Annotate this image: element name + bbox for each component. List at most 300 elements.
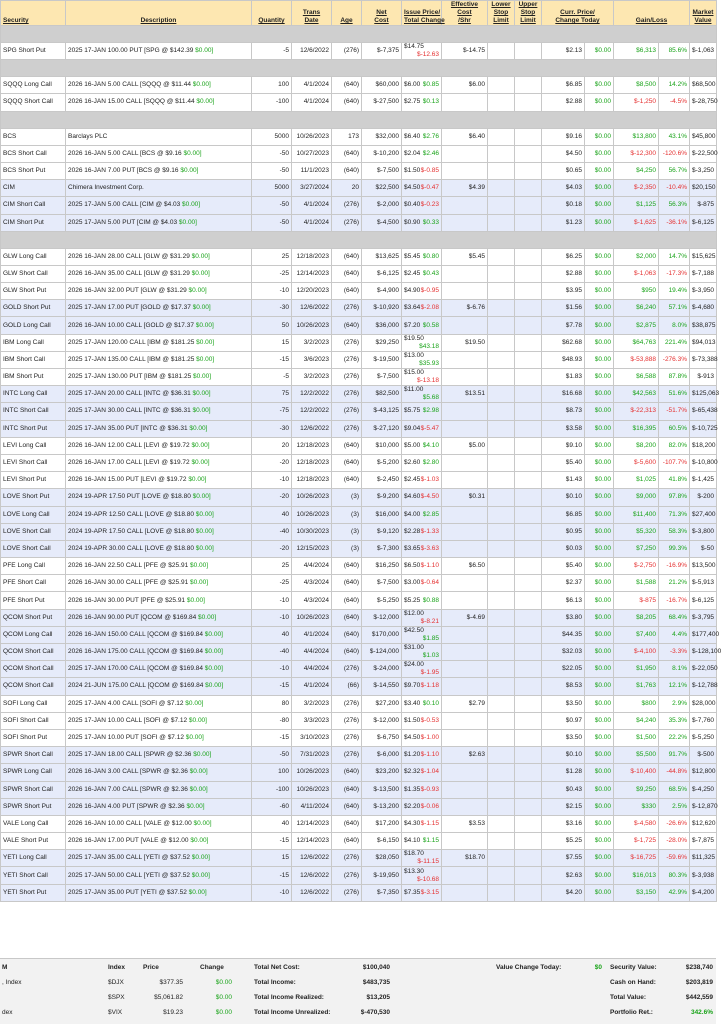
table-row[interactable] bbox=[1, 454, 717, 471]
cell-lower-stop bbox=[488, 214, 515, 231]
cell-security[interactable]: GLW Short Put bbox=[1, 283, 66, 300]
cell-gain-loss-pct: -26.6% bbox=[659, 815, 690, 832]
cell-current-price: $3.80 bbox=[542, 609, 585, 626]
cell-trans-date: 12/6/2022 bbox=[292, 867, 332, 884]
cell-issue-price: $2.45 bbox=[404, 269, 421, 277]
cell-security[interactable]: SQQQ Long Call bbox=[1, 77, 66, 94]
cell-issue-total-change bbox=[402, 420, 442, 437]
cell-description bbox=[66, 489, 252, 506]
cell-lower-stop bbox=[488, 197, 515, 214]
cell-security[interactable]: QCOM Short Call bbox=[1, 678, 66, 695]
cell-trans-date: 3/2/2023 bbox=[292, 369, 332, 386]
cell-lower-stop bbox=[488, 712, 515, 729]
col-upper-stop[interactable]: Upper Stop Limit bbox=[515, 1, 542, 26]
cell-total-change: $-1.10 bbox=[420, 751, 439, 759]
table-row[interactable] bbox=[1, 77, 717, 94]
cell-gain-loss: $7,250 bbox=[614, 540, 659, 557]
cell-gain-loss: $-12,300 bbox=[614, 145, 659, 162]
cell-current-price: $1.28 bbox=[542, 764, 585, 781]
cell-security[interactable]: IBM Long Call bbox=[1, 334, 66, 351]
cell-description bbox=[66, 162, 252, 179]
description-change: $0.00] bbox=[195, 527, 214, 535]
cell-current-price: $44.35 bbox=[542, 626, 585, 643]
cell-issue-total-change bbox=[402, 626, 442, 643]
description-change: $0.00] bbox=[185, 734, 204, 742]
table-row[interactable] bbox=[1, 884, 717, 901]
cell-description bbox=[66, 661, 252, 678]
cell-gain-loss: $2,875 bbox=[614, 317, 659, 334]
cell-effective-cost: $4.39 bbox=[442, 180, 488, 197]
cell-change-today: $0.00 bbox=[585, 626, 614, 643]
cell-change-today: $0.00 bbox=[585, 317, 614, 334]
cell-change-today: $0.00 bbox=[585, 592, 614, 609]
separator-cell bbox=[1, 60, 717, 77]
cell-gain-loss-pct: 2.9% bbox=[659, 695, 690, 712]
cell-upper-stop bbox=[515, 506, 542, 523]
cell-effective-cost: $18.70 bbox=[442, 850, 488, 867]
group-separator bbox=[1, 60, 717, 77]
description-change: $0.00] bbox=[180, 167, 199, 175]
cell-issue-total-change bbox=[402, 506, 442, 523]
cell-security[interactable]: SPWR Short Call bbox=[1, 747, 66, 764]
col-effective-cost[interactable]: Effective Cost /Shr bbox=[442, 1, 488, 26]
cell-issue-price: $2.20 bbox=[404, 802, 421, 810]
cell-upper-stop bbox=[515, 695, 542, 712]
cell-quantity: 50 bbox=[252, 317, 292, 334]
cell-security[interactable]: QCOM Short Call bbox=[1, 644, 66, 661]
cell-current-price: $5.40 bbox=[542, 454, 585, 471]
cell-net-cost: $28,050 bbox=[362, 850, 402, 867]
cell-age: (640) bbox=[332, 626, 362, 643]
group-separator bbox=[1, 111, 717, 128]
cell-issue-price: $19.50 bbox=[404, 334, 424, 342]
cell-trans-date: 12/18/2023 bbox=[292, 248, 332, 265]
index-change: $0.00 bbox=[215, 1009, 232, 1016]
cell-security[interactable]: VALE Short Put bbox=[1, 833, 66, 850]
description-text: 2025 17-JAN 130.00 PUT [IBM @ $181.25 bbox=[68, 373, 193, 381]
table-row[interactable] bbox=[1, 248, 717, 265]
summary-panel bbox=[0, 958, 716, 1024]
col-description[interactable]: Description bbox=[66, 1, 252, 26]
cell-security[interactable]: GOLD Long Call bbox=[1, 317, 66, 334]
table-row[interactable] bbox=[1, 386, 717, 403]
cell-quantity: 15 bbox=[252, 334, 292, 351]
table-row[interactable] bbox=[1, 214, 717, 231]
cell-security[interactable]: QCOM Short Call bbox=[1, 661, 66, 678]
description-change: $0.00] bbox=[189, 424, 208, 432]
cell-security[interactable]: LEVI Short Put bbox=[1, 472, 66, 489]
table-row[interactable] bbox=[1, 747, 717, 764]
cell-gain-loss-pct: -51.7% bbox=[659, 403, 690, 420]
table-row[interactable] bbox=[1, 592, 717, 609]
cell-gain-loss-pct: -120.6% bbox=[659, 145, 690, 162]
cell-market-value: $177,400 bbox=[690, 626, 717, 643]
cell-upper-stop bbox=[515, 644, 542, 661]
cell-upper-stop bbox=[515, 420, 542, 437]
cell-total-change: $2.76 bbox=[422, 132, 439, 140]
cell-total-change: $-0.47 bbox=[420, 184, 439, 192]
description-text: 2026 16-JAN 10.00 CALL [GOLD @ $17.37 bbox=[68, 321, 196, 329]
cell-security[interactable]: INTC Long Call bbox=[1, 386, 66, 403]
col-trans-date[interactable]: Trans Date bbox=[292, 1, 332, 26]
cell-market-value: $12,800 bbox=[690, 764, 717, 781]
cell-effective-cost bbox=[442, 454, 488, 471]
col-age[interactable]: Age bbox=[332, 1, 362, 26]
description-text: 2026 16-JAN 22.50 CALL [PFE @ $25.91 bbox=[68, 562, 190, 570]
cell-security[interactable]: GLW Long Call bbox=[1, 248, 66, 265]
table-row[interactable] bbox=[1, 850, 717, 867]
cell-security[interactable]: YETI Long Call bbox=[1, 850, 66, 867]
col-market-value[interactable]: Market Value bbox=[690, 1, 717, 26]
index-head-change: Change bbox=[200, 964, 224, 971]
description-change: $0.00] bbox=[204, 665, 223, 673]
cell-trans-date: 4/1/2024 bbox=[292, 94, 332, 111]
cell-trans-date: 12/6/2022 bbox=[292, 300, 332, 317]
table-row[interactable] bbox=[1, 815, 717, 832]
description-change: $0.00] bbox=[188, 888, 207, 896]
cell-security[interactable]: LOVE Long Call bbox=[1, 506, 66, 523]
cell-trans-date: 7/31/2023 bbox=[292, 747, 332, 764]
cell-net-cost: $-7,300 bbox=[362, 540, 402, 557]
table-row[interactable] bbox=[1, 558, 717, 575]
cell-security[interactable]: INTC Short Call bbox=[1, 403, 66, 420]
cell-gain-loss-pct: 68.4% bbox=[659, 609, 690, 626]
cell-security[interactable]: SOFI Short Put bbox=[1, 729, 66, 746]
cell-security[interactable]: PFE Short Call bbox=[1, 575, 66, 592]
table-row[interactable] bbox=[1, 180, 717, 197]
cell-issue-total-change bbox=[402, 265, 442, 282]
cell-security[interactable]: GOLD Short Put bbox=[1, 300, 66, 317]
cell-upper-stop bbox=[515, 283, 542, 300]
cell-net-cost: $-13,500 bbox=[362, 781, 402, 798]
table-row[interactable] bbox=[1, 729, 717, 746]
cell-gain-loss: $3,150 bbox=[614, 884, 659, 901]
total-income-unrealized-label: Total Income Unrealized: bbox=[254, 1009, 331, 1016]
cell-gain-loss: $64,763 bbox=[614, 334, 659, 351]
cell-security[interactable]: SQQQ Short Call bbox=[1, 94, 66, 111]
security-value-value: $238,740 bbox=[685, 964, 713, 971]
table-row[interactable] bbox=[1, 798, 717, 815]
cell-security[interactable]: QCOM Short Put bbox=[1, 609, 66, 626]
cell-description bbox=[66, 43, 252, 60]
table-row[interactable] bbox=[1, 437, 717, 454]
cell-age: (276) bbox=[332, 712, 362, 729]
table-row[interactable] bbox=[1, 523, 717, 540]
description-change: $0.00] bbox=[198, 613, 217, 621]
cell-age: (276) bbox=[332, 884, 362, 901]
table-row[interactable] bbox=[1, 197, 717, 214]
cell-security[interactable]: SPWR Short Put bbox=[1, 798, 66, 815]
cell-trans-date: 12/2/2022 bbox=[292, 403, 332, 420]
table-row[interactable] bbox=[1, 145, 717, 162]
table-row[interactable] bbox=[1, 540, 717, 557]
cell-gain-loss: $-875 bbox=[614, 592, 659, 609]
description-change: $0.00] bbox=[191, 871, 210, 879]
cell-current-price: $62.68 bbox=[542, 334, 585, 351]
cell-net-cost: $-4,500 bbox=[362, 214, 402, 231]
cell-market-value: $-7,875 bbox=[690, 833, 717, 850]
cell-security[interactable]: SOFI Short Call bbox=[1, 712, 66, 729]
description-change: $0.00] bbox=[188, 476, 207, 484]
cell-issue-price: $6.00 bbox=[404, 81, 421, 89]
cell-issue-total-change bbox=[402, 678, 442, 695]
table-row[interactable] bbox=[1, 317, 717, 334]
cell-change-today: $0.00 bbox=[585, 489, 614, 506]
cell-trans-date: 10/26/2023 bbox=[292, 609, 332, 626]
cell-security[interactable]: BCS bbox=[1, 128, 66, 145]
cell-gain-loss: $4,240 bbox=[614, 712, 659, 729]
cell-security[interactable]: BCS Short Call bbox=[1, 145, 66, 162]
cell-issue-price: $0.90 bbox=[404, 218, 421, 226]
cell-total-change: $-10.68 bbox=[416, 875, 439, 883]
cell-issue-price: $14.75 bbox=[404, 43, 424, 51]
cell-gain-loss-pct: 99.3% bbox=[659, 540, 690, 557]
col-lower-stop[interactable]: Lower Stop Limit bbox=[488, 1, 515, 26]
cell-net-cost: $170,000 bbox=[362, 626, 402, 643]
description-text: 2025 17-JAN 100.00 PUT [SPG @ $142.39 bbox=[68, 47, 196, 55]
cell-quantity: 80 bbox=[252, 695, 292, 712]
cell-quantity: 5000 bbox=[252, 128, 292, 145]
table-row[interactable] bbox=[1, 94, 717, 111]
cell-security[interactable]: PFE Short Put bbox=[1, 592, 66, 609]
description-text: 2025 17-JAN 35.00 PUT [YETI @ $37.52 bbox=[68, 888, 189, 896]
cell-issue-total-change bbox=[402, 334, 442, 351]
table-row[interactable] bbox=[1, 781, 717, 798]
cell-description bbox=[66, 540, 252, 557]
cell-current-price: $0.10 bbox=[542, 747, 585, 764]
cell-trans-date: 3/27/2024 bbox=[292, 180, 332, 197]
cell-effective-cost: $2.63 bbox=[442, 747, 488, 764]
cell-issue-total-change bbox=[402, 283, 442, 300]
cell-total-change: $-1.33 bbox=[420, 527, 439, 535]
cell-total-change: $-13.18 bbox=[416, 377, 439, 385]
cell-effective-cost: $3.53 bbox=[442, 815, 488, 832]
cell-security[interactable]: LEVI Long Call bbox=[1, 437, 66, 454]
cell-change-today: $0.00 bbox=[585, 609, 614, 626]
cell-description bbox=[66, 403, 252, 420]
col-net-cost[interactable]: Net Cost bbox=[362, 1, 402, 26]
cell-effective-cost: $-4.69 bbox=[442, 609, 488, 626]
table-row[interactable] bbox=[1, 867, 717, 884]
cell-net-cost: $-9,120 bbox=[362, 523, 402, 540]
table-row[interactable] bbox=[1, 661, 717, 678]
cell-issue-price: $12.00 bbox=[404, 609, 424, 617]
table-row[interactable] bbox=[1, 300, 717, 317]
cell-description bbox=[66, 420, 252, 437]
cell-net-cost: $-6,125 bbox=[362, 265, 402, 282]
cell-gain-loss: $11,400 bbox=[614, 506, 659, 523]
cell-age: (640) bbox=[332, 94, 362, 111]
table-row[interactable] bbox=[1, 162, 717, 179]
description-change: $0.00] bbox=[195, 510, 214, 518]
cell-security[interactable]: IBM Short Put bbox=[1, 369, 66, 386]
cell-age: 173 bbox=[332, 128, 362, 145]
cell-security[interactable]: LOVE Short Call bbox=[1, 523, 66, 540]
table-row[interactable] bbox=[1, 489, 717, 506]
table-row[interactable] bbox=[1, 43, 717, 60]
cell-security[interactable]: PFE Long Call bbox=[1, 558, 66, 575]
cell-net-cost: $32,000 bbox=[362, 128, 402, 145]
cell-age: (276) bbox=[332, 729, 362, 746]
cell-gain-loss-pct: 71.3% bbox=[659, 506, 690, 523]
cell-issue-price: $18.70 bbox=[404, 850, 424, 858]
cell-gain-loss: $-10,400 bbox=[614, 764, 659, 781]
description-text: 2026 16-JAN 30.00 PUT [PFE @ $25.91 bbox=[68, 596, 187, 604]
cell-total-change: $-12.63 bbox=[416, 51, 439, 59]
col-gain-loss[interactable]: Gain/Loss bbox=[614, 1, 690, 26]
cell-lower-stop bbox=[488, 798, 515, 815]
table-row[interactable] bbox=[1, 609, 717, 626]
table-row[interactable] bbox=[1, 712, 717, 729]
cell-issue-total-change bbox=[402, 644, 442, 661]
cell-total-change: $0.58 bbox=[422, 321, 439, 329]
cell-change-today: $0.00 bbox=[585, 369, 614, 386]
table-row[interactable] bbox=[1, 506, 717, 523]
cell-total-change: $-1.95 bbox=[420, 669, 439, 677]
cell-net-cost: $-7,500 bbox=[362, 369, 402, 386]
cell-effective-cost bbox=[442, 162, 488, 179]
cell-security[interactable]: VALE Long Call bbox=[1, 815, 66, 832]
cell-gain-loss-pct: -107.7% bbox=[659, 454, 690, 471]
cell-security[interactable]: CIM bbox=[1, 180, 66, 197]
col-curr-price[interactable]: Curr. Price/ Change Today bbox=[542, 1, 614, 26]
cell-lower-stop bbox=[488, 403, 515, 420]
cell-quantity: -15 bbox=[252, 351, 292, 368]
cell-quantity: -15 bbox=[252, 729, 292, 746]
description-change: $0.00] bbox=[191, 269, 210, 277]
cell-effective-cost bbox=[442, 575, 488, 592]
cell-current-price: $22.05 bbox=[542, 661, 585, 678]
cell-security[interactable]: CIM Short Put bbox=[1, 214, 66, 231]
cell-issue-price: $2.60 bbox=[404, 459, 421, 467]
table-row[interactable] bbox=[1, 420, 717, 437]
table-row[interactable] bbox=[1, 128, 717, 145]
cell-gain-loss: $13,800 bbox=[614, 128, 659, 145]
cell-current-price: $2.15 bbox=[542, 798, 585, 815]
cell-current-price: $1.43 bbox=[542, 472, 585, 489]
cell-security[interactable]: SPWR Long Call bbox=[1, 764, 66, 781]
cell-market-value: $-12,870 bbox=[690, 798, 717, 815]
table-row[interactable] bbox=[1, 334, 717, 351]
cell-market-value: $94,013 bbox=[690, 334, 717, 351]
cell-security[interactable]: SPG Short Put bbox=[1, 43, 66, 60]
cell-security[interactable]: GLW Short Call bbox=[1, 265, 66, 282]
cell-security[interactable]: SPWR Short Call bbox=[1, 781, 66, 798]
cell-security[interactable]: YETI Short Call bbox=[1, 867, 66, 884]
cell-net-cost: $-4,900 bbox=[362, 283, 402, 300]
cell-trans-date: 4/4/2024 bbox=[292, 558, 332, 575]
cell-upper-stop bbox=[515, 265, 542, 282]
cell-age: (3) bbox=[332, 540, 362, 557]
cell-age: (276) bbox=[332, 351, 362, 368]
cell-security[interactable]: INTC Short Put bbox=[1, 420, 66, 437]
cell-gain-loss-pct: 60.5% bbox=[659, 420, 690, 437]
cell-lower-stop bbox=[488, 94, 515, 111]
cell-quantity: -50 bbox=[252, 197, 292, 214]
table-row[interactable] bbox=[1, 678, 717, 695]
cell-effective-cost bbox=[442, 712, 488, 729]
cell-net-cost: $13,625 bbox=[362, 248, 402, 265]
cell-net-cost: $-5,200 bbox=[362, 454, 402, 471]
table-row[interactable] bbox=[1, 644, 717, 661]
table-row[interactable] bbox=[1, 472, 717, 489]
cell-security[interactable]: LOVE Short Call bbox=[1, 540, 66, 557]
cell-trans-date: 4/3/2024 bbox=[292, 592, 332, 609]
description-change: $0.00] bbox=[190, 579, 209, 587]
table-row[interactable] bbox=[1, 369, 717, 386]
cell-total-change: $-0.85 bbox=[420, 167, 439, 175]
cell-issue-total-change bbox=[402, 867, 442, 884]
cell-issue-price: $4.60 bbox=[404, 493, 421, 501]
cell-description bbox=[66, 386, 252, 403]
cell-security[interactable]: BCS Short Put bbox=[1, 162, 66, 179]
cell-gain-loss-pct: 2.5% bbox=[659, 798, 690, 815]
cell-age: (276) bbox=[332, 214, 362, 231]
cell-quantity: 100 bbox=[252, 764, 292, 781]
cell-quantity: -10 bbox=[252, 609, 292, 626]
table-row[interactable] bbox=[1, 764, 717, 781]
col-security[interactable]: Security bbox=[1, 1, 66, 26]
cell-effective-cost: $5.00 bbox=[442, 437, 488, 454]
cell-security[interactable]: LOVE Short Put bbox=[1, 489, 66, 506]
cell-security[interactable]: LEVI Short Call bbox=[1, 454, 66, 471]
table-row[interactable] bbox=[1, 403, 717, 420]
cell-trans-date: 3/2/2023 bbox=[292, 334, 332, 351]
description-change: $0.00] bbox=[196, 98, 215, 106]
cell-upper-stop bbox=[515, 540, 542, 557]
cell-security[interactable]: SOFI Long Call bbox=[1, 695, 66, 712]
table-row[interactable] bbox=[1, 283, 717, 300]
cell-net-cost: $-14,550 bbox=[362, 678, 402, 695]
table-row[interactable] bbox=[1, 833, 717, 850]
col-quantity[interactable]: Quantity bbox=[252, 1, 292, 26]
cell-security[interactable]: CIM Short Call bbox=[1, 197, 66, 214]
cell-gain-loss: $-5,600 bbox=[614, 454, 659, 471]
cell-quantity: -75 bbox=[252, 403, 292, 420]
table-row[interactable] bbox=[1, 265, 717, 282]
cash-on-hand-label: Cash on Hand: bbox=[610, 979, 656, 986]
cell-market-value: $20,150 bbox=[690, 180, 717, 197]
cell-security[interactable]: YETI Short Put bbox=[1, 884, 66, 901]
cell-trans-date: 3/3/2023 bbox=[292, 712, 332, 729]
total-value-value: $442,559 bbox=[685, 994, 713, 1001]
cell-quantity: -10 bbox=[252, 884, 292, 901]
cell-gain-loss: $330 bbox=[614, 798, 659, 815]
table-row[interactable] bbox=[1, 626, 717, 643]
table-row[interactable] bbox=[1, 351, 717, 368]
description-text: 2024 21-JUN 175.00 CALL [QCOM @ $169.84 bbox=[68, 682, 206, 690]
table-row[interactable] bbox=[1, 575, 717, 592]
cell-description bbox=[66, 764, 252, 781]
cell-lower-stop bbox=[488, 128, 515, 145]
cell-market-value: $-6,125 bbox=[690, 592, 717, 609]
index-label: , Index bbox=[2, 979, 22, 986]
table-row[interactable] bbox=[1, 695, 717, 712]
cell-issue-price: $3.65 bbox=[404, 544, 421, 552]
cell-upper-stop bbox=[515, 300, 542, 317]
cell-age: (276) bbox=[332, 43, 362, 60]
index-symbol: $SPX bbox=[108, 994, 125, 1001]
description-change: $0.00] bbox=[192, 407, 211, 415]
col-issue-price[interactable]: Issue Price/ Total Change bbox=[402, 1, 442, 26]
cell-security[interactable]: QCOM Long Call bbox=[1, 626, 66, 643]
cell-description bbox=[66, 815, 252, 832]
cell-security[interactable]: IBM Short Call bbox=[1, 351, 66, 368]
cell-gain-loss: $-16,725 bbox=[614, 850, 659, 867]
description-change: $0.00] bbox=[188, 287, 207, 295]
cell-net-cost: $-27,500 bbox=[362, 94, 402, 111]
cell-total-change: $-1.10 bbox=[420, 562, 439, 570]
